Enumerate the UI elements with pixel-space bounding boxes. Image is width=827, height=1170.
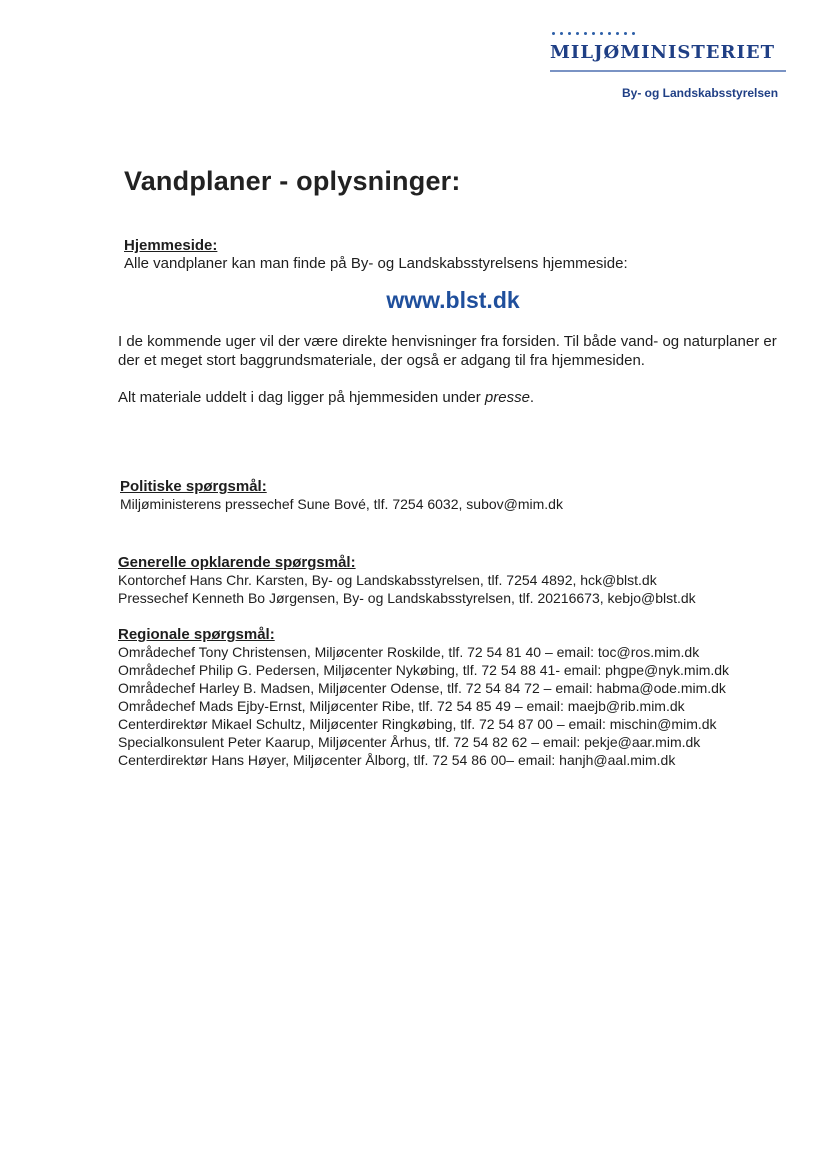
general-contact-line: Kontorchef Hans Chr. Karsten, By- og Landskabsstyrelsen, tlf. 7254 4892, hck@blst.dk bbox=[118, 572, 657, 588]
regional-contact-line: Specialkonsulent Peter Kaarup, Miljøcenter Århus, tlf. 72 54 82 62 – email: pekje@aar.mim.dk bbox=[118, 734, 701, 750]
homepage-paragraph-2 bbox=[118, 388, 788, 407]
website-link[interactable]: www.blst.dk bbox=[386, 287, 520, 313]
logo-divider bbox=[550, 70, 786, 72]
general-heading: Generelle opklarende spørgsmål: bbox=[118, 554, 356, 571]
regional-contact-line: Centerdirektør Mikael Schultz, Miljøcenter Ringkøbing, tlf. 72 54 87 00 – email: mischin@mim.dk bbox=[118, 716, 717, 732]
general-contact-line: Pressechef Kenneth Bo Jørgensen, By- og Landskabsstyrelsen, tlf. 20216673, kebjo@blst.dk bbox=[118, 590, 696, 606]
general-section bbox=[118, 554, 788, 607]
regional-contact-line: Centerdirektør Hans Høyer, Miljøcenter Ålborg, tlf. 72 54 86 00– email: hanjh@aal.mim.dk bbox=[118, 752, 676, 768]
homepage-section bbox=[118, 237, 788, 407]
document-body bbox=[118, 166, 788, 768]
paragraph-2-text: Alt materiale uddelt i dag ligger på hjemmesiden under bbox=[118, 389, 485, 406]
regional-contact-line: Områdechef Mads Ejby-Ernst, Miljøcenter Ribe, tlf. 72 54 85 49 – email: maejb@rib.mim.dk bbox=[118, 698, 685, 714]
homepage-heading: Hjemmeside: bbox=[124, 237, 218, 254]
homepage-intro: Alle vandplaner kan man finde på By- og Landskabsstyrelsens hjemmeside: bbox=[124, 255, 628, 272]
political-heading: Politiske spørgsmål: bbox=[120, 478, 267, 495]
ministry-name: MILJØMINISTERIET bbox=[550, 42, 776, 63]
agency-name: By- og Landskabsstyrelsen bbox=[622, 86, 779, 100]
regional-contact-line: Områdechef Philip G. Pedersen, Miljøcenter Nykøbing, tlf. 72 54 88 41- email: phgpe@nyk.mim.dk bbox=[118, 662, 730, 678]
regional-heading: Regionale spørgsmål: bbox=[118, 626, 275, 643]
political-contact-line: Miljøministerens pressechef Sune Bové, tlf. 7254 6032, subov@mim.dk bbox=[120, 496, 563, 512]
paragraph-2-end: . bbox=[529, 389, 535, 406]
regional-section bbox=[118, 626, 788, 769]
homepage-paragraph-1: I de kommende uger vil der være direkte henvisninger fra forsiden. Til både vand- og naturplaner er der et meget stort baggrundsmateriale, der også er adgang til fra hjemmesiden. bbox=[118, 333, 777, 369]
regional-contact-line: Områdechef Tony Christensen, Miljøcenter Roskilde, tlf. 72 54 81 40 – email: toc@ros.mim.dk bbox=[118, 644, 700, 660]
regional-contact-line: Områdechef Harley B. Madsen, Miljøcenter Odense, tlf. 72 54 84 72 – email: habma@ode.mim.dk bbox=[118, 680, 726, 696]
page-title: Vandplaner - oplysninger: bbox=[124, 166, 461, 196]
presse-emphasis: presse bbox=[484, 389, 530, 406]
political-section bbox=[118, 478, 788, 513]
logo-dots-decoration bbox=[552, 32, 635, 35]
